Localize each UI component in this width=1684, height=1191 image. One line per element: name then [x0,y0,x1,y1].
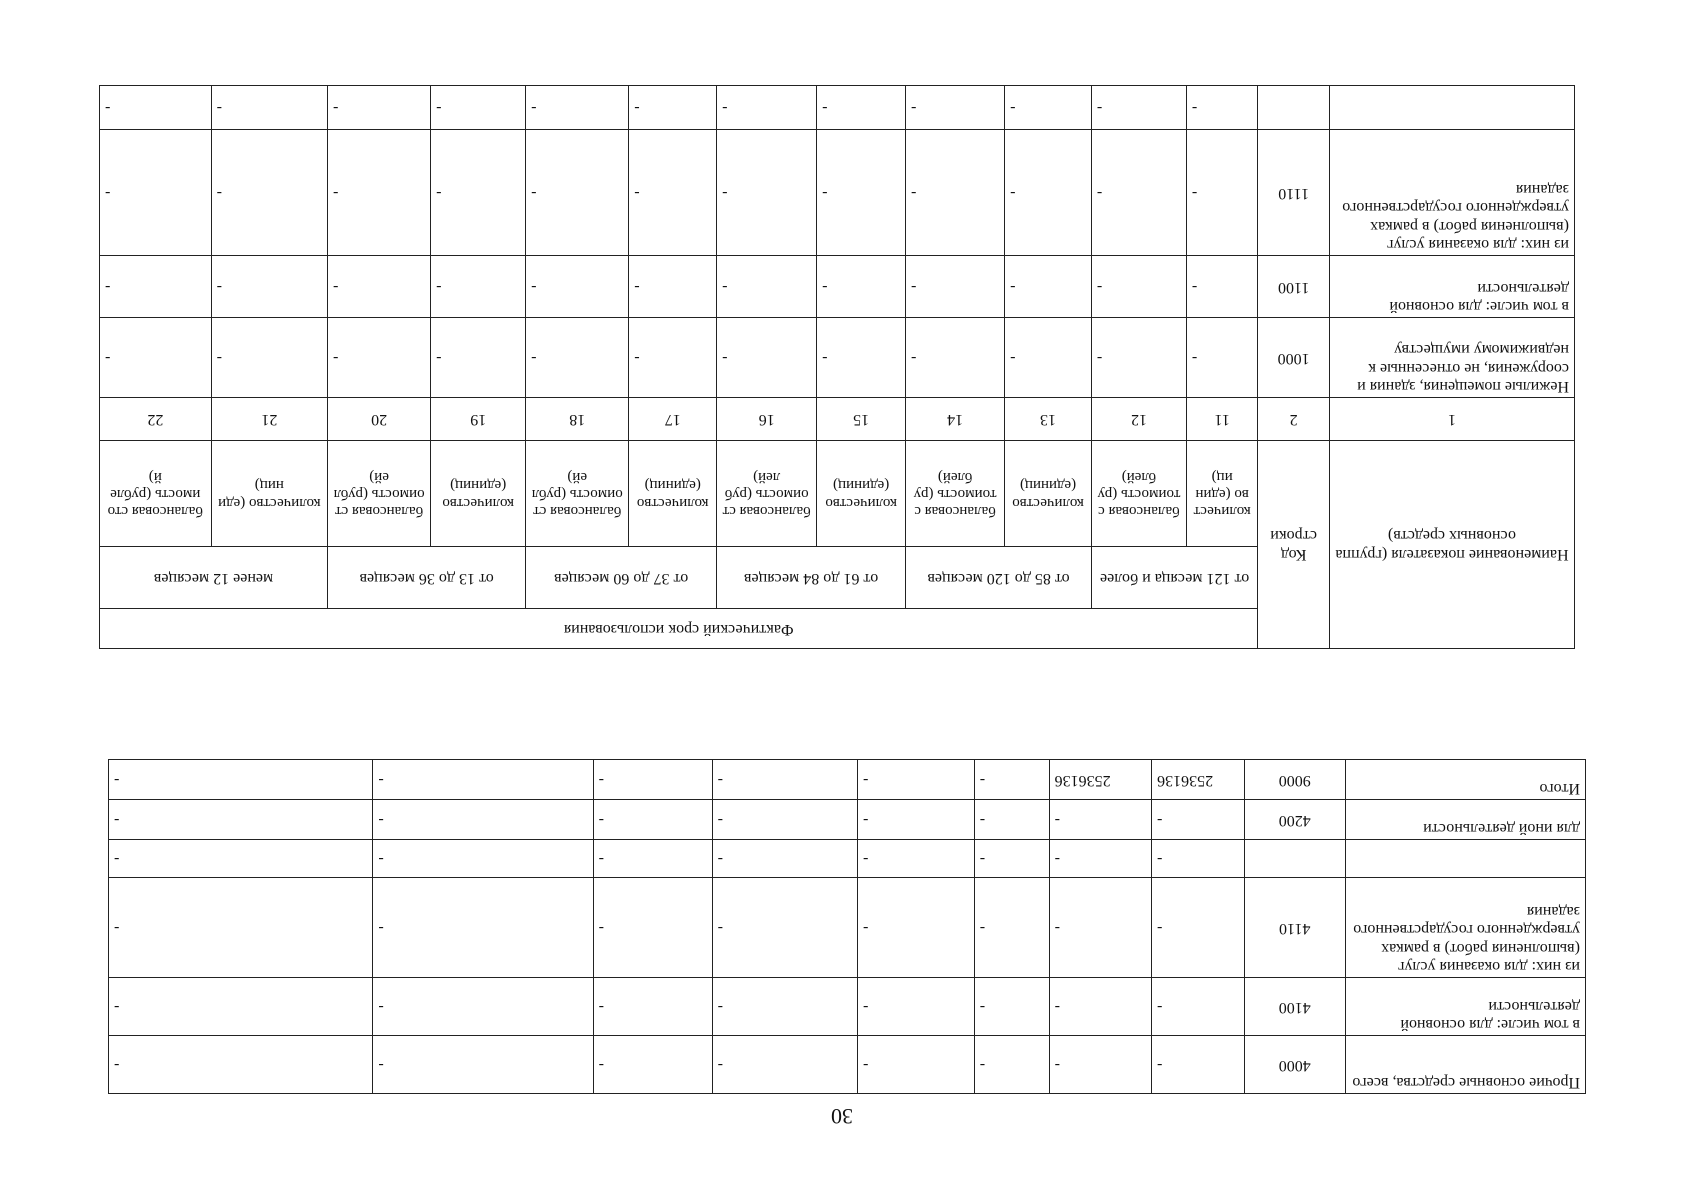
cell-value: - [431,256,526,318]
header-subcol: количество (единиц) [629,441,717,547]
cell-value: - [373,800,593,840]
cell-value: - [1091,86,1186,130]
row-code: 1000 [1258,318,1329,398]
cell-value: - [373,1036,593,1094]
cell-value: - [373,978,593,1036]
cell-value: - [1091,256,1186,318]
table-row [100,130,1575,256]
cell-value: - [328,318,431,398]
cell-value: - [1186,318,1257,398]
cell-value: - [1049,1036,1151,1094]
cell-value: - [1005,318,1092,398]
cell-value: - [1091,130,1186,256]
header-subcol: балансовая стоимость (рублей) [1091,441,1186,547]
row-name: в том числе: для основной деятельности [1345,978,1585,1036]
cell-value: - [717,130,817,256]
column-number: 21 [211,398,327,441]
row-name: Итого [1345,760,1585,800]
cell-value: - [858,878,975,978]
header-subcol: количество (единиц) [211,441,327,547]
cell-value: - [109,840,373,878]
cell-value: - [817,318,906,398]
column-number: 17 [629,398,717,441]
cell-value: - [593,978,712,1036]
cell-value: - [373,760,593,800]
header-subcol: количество (единиц) [1186,441,1257,547]
cell-value: - [1152,800,1245,840]
cell-value: - [100,86,212,130]
usage-period-table [99,85,1575,649]
header-subcol: балансовая стоимость (рублей) [100,441,212,547]
cell-value: - [1186,130,1257,256]
column-number: 11 [1186,398,1257,441]
cell-value: - [109,978,373,1036]
row-code: 4100 [1244,978,1345,1036]
cell-value: - [629,130,717,256]
row-name [1329,86,1574,130]
header-subcol: балансовая стоимость (рублей) [526,441,629,547]
cell-value: - [1049,978,1151,1036]
row-code [1258,86,1329,130]
column-number: 16 [717,398,817,441]
cell-value: - [109,1036,373,1094]
cell-value: - [593,1036,712,1094]
header-group: от 121 месяца и более [1091,547,1257,609]
cell-value: - [526,130,629,256]
cell-value: - [712,978,857,1036]
cell-value: - [906,130,1005,256]
table-row [109,800,1586,840]
cell-value: - [109,760,373,800]
cell-value: - [712,1036,857,1094]
header-group: от 61 до 84 месяцев [717,547,906,609]
column-number: 2 [1258,398,1329,441]
header-row [100,609,1575,649]
cell-value: - [712,800,857,840]
cell-value: - [328,256,431,318]
cell-value: - [817,130,906,256]
cell-value: - [906,256,1005,318]
cell-value: - [974,800,1049,840]
cell-value: - [328,130,431,256]
cell-value: - [1091,318,1186,398]
cell-value: - [717,86,817,130]
cell-value: - [526,318,629,398]
cell-value: - [100,130,212,256]
cell-value: - [100,318,212,398]
column-number-row [100,398,1575,441]
column-number: 22 [100,398,212,441]
cell-value: - [593,878,712,978]
cell-value: 2536136 [1049,760,1151,800]
header-subcol: количество (единиц) [817,441,906,547]
table-row [100,256,1575,318]
cell-value: - [629,318,717,398]
cell-value: - [328,86,431,130]
cell-value: - [431,130,526,256]
cell-value: - [593,840,712,878]
row-code: 1100 [1258,256,1329,318]
cell-value: - [109,800,373,840]
row-name: Нежилые помещения, здания и сооружения, не отнесенные к недвижимому имуществу [1329,318,1574,398]
cell-value: 2536136 [1152,760,1245,800]
cell-value: - [974,1036,1049,1094]
cell-value: - [906,318,1005,398]
row-code: 1110 [1258,130,1329,256]
row-name: для иной деятельности [1345,800,1585,840]
cell-value: - [526,256,629,318]
row-name: Прочие основные средства, всего [1345,1036,1585,1094]
cell-value: - [858,978,975,1036]
column-number: 20 [328,398,431,441]
column-number: 14 [906,398,1005,441]
cell-value: - [629,256,717,318]
row-code: 9000 [1244,760,1345,800]
row-name: из них: для оказания услуг (выполнения работ) в рамках утвержденного государственного задания [1345,878,1585,978]
header-subcol: балансовая стоимость (рублей) [328,441,431,547]
cell-value: - [431,86,526,130]
cell-value: - [211,256,327,318]
table-row [100,318,1575,398]
row-code: 4200 [1244,800,1345,840]
row-name: в том числе: для основной деятельности [1329,256,1574,318]
header-subcol: количество (единиц) [431,441,526,547]
cell-value: - [1186,256,1257,318]
cell-value: - [211,318,327,398]
column-number: 18 [526,398,629,441]
cell-value: - [712,760,857,800]
cell-value: - [211,86,327,130]
cell-value: - [712,840,857,878]
column-number: 12 [1091,398,1186,441]
header-subcol: балансовая стоимость (рублей) [906,441,1005,547]
cell-value: - [817,86,906,130]
header-group: от 85 до 120 месяцев [906,547,1092,609]
cell-value: - [593,800,712,840]
row-code: 4000 [1244,1036,1345,1094]
cell-value: - [431,318,526,398]
cell-value: - [373,878,593,978]
cell-value: - [211,130,327,256]
cell-value: - [712,878,857,978]
cell-value: - [1005,256,1092,318]
cell-value: - [1152,840,1245,878]
cell-value: - [373,840,593,878]
table-row [109,840,1586,878]
table-row [109,878,1586,978]
cell-value: - [858,760,975,800]
header-group: от 37 до 60 месяцев [526,547,717,609]
table-row [100,86,1575,130]
cell-value: - [109,878,373,978]
cell-value: - [1049,878,1151,978]
cell-value: - [858,1036,975,1094]
cell-value: - [100,256,212,318]
cell-value: - [526,86,629,130]
table-row [109,978,1586,1036]
cell-value: - [974,878,1049,978]
cell-value: - [1152,1036,1245,1094]
column-number: 1 [1329,398,1574,441]
cell-value: - [1049,800,1151,840]
header-subcol: балансовая стоимость (рублей) [717,441,817,547]
column-number: 19 [431,398,526,441]
cell-value: - [1152,978,1245,1036]
cell-value: - [1152,878,1245,978]
cell-value: - [858,840,975,878]
cell-value: - [1005,130,1092,256]
column-number: 13 [1005,398,1092,441]
row-name: из них: для оказания услуг (выполнения работ) в рамках утвержденного государственного задания [1329,130,1574,256]
table-row [109,1036,1586,1094]
row-code: 4110 [1244,878,1345,978]
cell-value: - [974,760,1049,800]
header-group: менее 12 месяцев [100,547,328,609]
row-code [1244,840,1345,878]
header-subcol: количество (единиц) [1005,441,1092,547]
table-row [109,760,1586,800]
cell-value: - [1005,86,1092,130]
cell-value: - [629,86,717,130]
header-period: Фактический срок использования [100,609,1258,649]
cell-value: - [858,800,975,840]
column-number: 15 [817,398,906,441]
header-code: Код строки [1258,441,1329,649]
row-name [1345,840,1585,878]
page-number: 30 [831,1104,853,1129]
cell-value: - [1186,86,1257,130]
cell-value: - [817,256,906,318]
cell-value: - [974,978,1049,1036]
cell-value: - [1049,840,1151,878]
cell-value: - [906,86,1005,130]
cell-value: - [974,840,1049,878]
cell-value: - [717,318,817,398]
cell-value: - [593,760,712,800]
cell-value: - [717,256,817,318]
header-group: от 13 до 36 месяцев [328,547,526,609]
summary-table [108,759,1586,1094]
header-name: Наименование показателя (группа основных средств) [1329,441,1574,649]
